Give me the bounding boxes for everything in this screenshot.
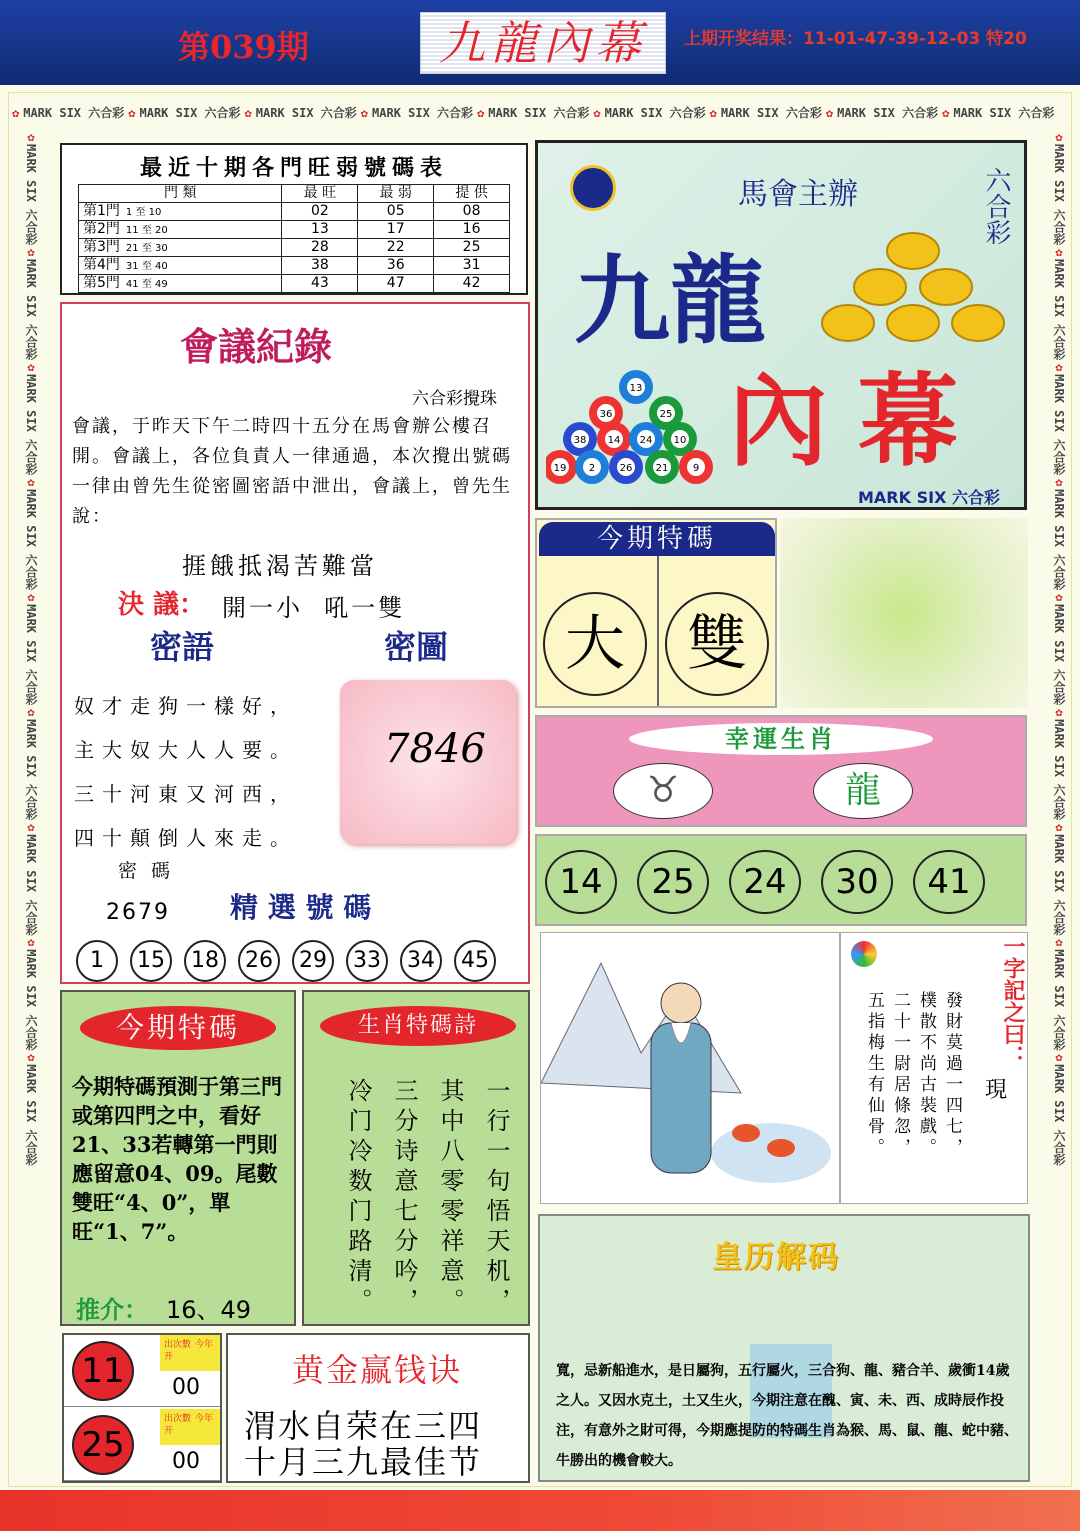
hot-cold-table	[60, 143, 528, 295]
green-glow	[780, 518, 1028, 708]
door-cell	[79, 221, 282, 239]
right-brand-strip	[1040, 130, 1068, 1485]
zodiac-poem-panel	[302, 990, 530, 1326]
table-cell: 38	[282, 257, 358, 275]
forecast-text: 今期特碼預測于第三門或第四門之中，看好21、33若轉第一門則應留意04、09。尾數雙旺“4、0”，單旺“1、7”。	[72, 1074, 282, 1244]
dragon-icon: 龍	[813, 763, 913, 819]
lottery-ball	[575, 450, 609, 484]
brand-label: MARK SIX 六合彩	[24, 834, 38, 936]
top-brand-strip	[8, 100, 1072, 126]
flower-icon: ✿	[1052, 245, 1066, 260]
forecast-panel	[60, 990, 296, 1326]
flower-icon: ✿	[24, 590, 38, 605]
flower-icon: ✿	[477, 106, 485, 120]
lottery-ball	[679, 450, 713, 484]
brand-label: MARK SIX 六合彩	[24, 489, 38, 591]
flower-icon: ✿	[24, 475, 38, 490]
brand-label: MARK SIX 六合彩	[953, 106, 1055, 120]
lottery-ball	[609, 450, 643, 484]
word-of-day-panel	[840, 932, 1028, 1204]
secret-picture-label: 密圖	[384, 628, 449, 666]
draw-number: 11	[72, 1341, 134, 1401]
draw-label-2: 今年开	[164, 1414, 214, 1436]
table-row	[79, 203, 510, 221]
brand-label: MARK SIX 六合彩	[24, 949, 38, 1051]
number-row-panel	[535, 834, 1027, 926]
divider	[657, 556, 659, 706]
word-of-day-poem	[861, 991, 965, 1191]
lottery-ball	[546, 450, 577, 484]
table-cell: 02	[282, 203, 358, 221]
door-name: 第5門	[83, 274, 120, 291]
number-ball: 25	[637, 850, 709, 914]
door-range: 41 至 49	[125, 278, 168, 290]
header-title: 九龍內幕	[420, 12, 666, 74]
svg-text:38: 38	[573, 435, 587, 446]
word-of-day-title: 一字記之曰：	[1000, 935, 1025, 1067]
hot-table-title: 最近十期各門旺弱號碼表	[139, 155, 448, 181]
flower-icon: ✿	[1052, 705, 1066, 720]
table-cell: 42	[434, 275, 510, 293]
lottery-ball	[619, 370, 653, 404]
svg-text:24: 24	[639, 435, 653, 446]
table-cell: 43	[282, 275, 358, 293]
draw-count-row	[64, 1335, 220, 1407]
meeting-source: 六合彩攪珠	[412, 389, 497, 409]
select-number: 33	[346, 940, 388, 982]
brand-label: MARK SIX 六合彩	[24, 1064, 38, 1166]
brand-label: MARK SIX 六合彩	[1052, 949, 1066, 1051]
draw-count: 00	[172, 1449, 200, 1474]
select-number: 1	[76, 940, 118, 982]
number-ball: 30	[821, 850, 893, 914]
door-name: 第1門	[83, 202, 120, 219]
select-numbers	[76, 940, 520, 982]
svg-text:9: 9	[692, 463, 700, 474]
flower-icon: ✿	[1052, 820, 1066, 835]
draw-label-2: 今年开	[164, 1340, 214, 1362]
resolution-text: 開一小 吼一雙	[222, 594, 406, 622]
zodiac-poem-column: 一行一句悟天机，	[482, 1078, 510, 1318]
code-label: 密 碼	[118, 860, 175, 882]
select-number: 45	[454, 940, 496, 982]
flower-icon: ✿	[244, 106, 252, 120]
table-cell: 05	[358, 203, 434, 221]
brand-label: MARK SIX 六合彩	[24, 374, 38, 476]
door-name: 第2門	[83, 220, 120, 237]
flower-icon: ✿	[24, 245, 38, 260]
col-header: 門 類	[79, 185, 282, 203]
flower-icon: ✿	[128, 106, 136, 120]
svg-text:36: 36	[599, 409, 613, 420]
meeting-poem	[74, 684, 298, 860]
lottery-ball	[645, 450, 679, 484]
door-range: 31 至 40	[125, 260, 168, 272]
word-of-day-word: 現	[985, 1078, 1008, 1103]
rainbow-icon	[851, 941, 877, 967]
door-name: 第3門	[83, 238, 120, 255]
sage-figure-icon	[541, 933, 839, 1203]
door-range: 1 至 10	[125, 206, 162, 218]
special-code-title: 今期特碼	[539, 522, 775, 556]
svg-text:10: 10	[673, 435, 687, 446]
brand-label: MARK SIX 六合彩	[837, 106, 939, 120]
flower-icon: ✿	[1052, 360, 1066, 375]
door-cell	[79, 257, 282, 275]
secret-words-label: 密語	[150, 628, 215, 666]
last-result: 上期开奖结果：11-01-47-39-12-03 特20	[684, 29, 1027, 49]
almanac-panel	[538, 1214, 1030, 1482]
flower-icon: ✿	[24, 1050, 38, 1065]
draw-count: 00	[172, 1375, 200, 1400]
table-cell: 16	[434, 221, 510, 239]
svg-text:21: 21	[655, 463, 669, 474]
gold-line-2: 十月三九最佳节	[244, 1443, 483, 1481]
svg-text:2: 2	[588, 463, 596, 474]
meeting-body: 會議，于昨天下午二時四十五分在馬會辦公樓召開。會議上，各位負責人一律通過，本次攪出號碼一律由曾先生從密圖密語中泄出，會議上，曾先生說：	[72, 416, 512, 527]
brand-label: MARK SIX 六合彩	[1052, 604, 1066, 706]
table-cell: 28	[282, 239, 358, 257]
col-header: 最 旺	[282, 185, 358, 203]
draw-count-row	[64, 1409, 220, 1481]
door-cell	[79, 239, 282, 257]
brand-label: MARK SIX 六合彩	[1052, 489, 1066, 591]
select-number: 29	[292, 940, 334, 982]
recommend-label: 推介：	[76, 1296, 148, 1324]
select-label: 精 選 號 碼	[230, 891, 372, 924]
organizer-label: 馬會主辦	[738, 177, 858, 212]
table-cell: 13	[282, 221, 358, 239]
meeting-quote: 捱餓抵渴苦難當	[182, 552, 378, 580]
flower-icon: ✿	[1052, 590, 1066, 605]
lucky-zodiac-panel	[535, 715, 1027, 827]
left-brand-strip	[12, 130, 40, 1485]
door-range: 11 至 20	[125, 224, 168, 236]
table-cell: 17	[358, 221, 434, 239]
brand-label: MARK SIX 六合彩	[24, 144, 38, 246]
forecast-title: 今期特碼	[80, 1006, 276, 1050]
meeting-title: 會議紀錄	[180, 324, 333, 369]
lucky-zodiac-title: 幸運生肖	[629, 723, 933, 755]
flower-icon: ✿	[1052, 475, 1066, 490]
table-cell: 08	[434, 203, 510, 221]
number-ball: 14	[545, 850, 617, 914]
brand-label: MARK SIX 六合彩	[255, 106, 357, 120]
handwritten-number: 7846	[384, 726, 486, 772]
wod-poem-line: 五指梅生有仙骨。	[864, 991, 884, 1159]
wod-poem-line: 二十一尉居條忽，	[890, 991, 910, 1159]
flower-icon: ✿	[1052, 935, 1066, 950]
flower-icon: ✿	[24, 820, 38, 835]
brand-label: MARK SIX 六合彩	[24, 259, 38, 361]
brand-label: MARK SIX 六合彩	[1052, 259, 1066, 361]
wod-poem-line: 樸散不尚古裝戲。	[916, 991, 936, 1159]
door-name: 第4門	[83, 256, 120, 273]
table-cell: 47	[358, 275, 434, 293]
door-cell	[79, 275, 282, 293]
meeting-panel	[60, 302, 530, 984]
select-number: 26	[238, 940, 280, 982]
door-cell	[79, 203, 282, 221]
brand-label: MARK SIX 六合彩	[23, 106, 125, 120]
svg-text:26: 26	[619, 463, 633, 474]
draw-count-panel	[62, 1333, 222, 1483]
draw-number: 25	[72, 1415, 134, 1475]
draw-label-box	[160, 1409, 220, 1445]
jockey-club-icon	[570, 165, 616, 211]
flower-icon: ✿	[24, 705, 38, 720]
flower-icon: ✿	[1052, 1050, 1066, 1065]
brand-label: MARK SIX 六合彩	[1052, 834, 1066, 936]
zodiac-poem-columns	[330, 1078, 510, 1318]
poem-line: 三十河東又河西，	[74, 782, 298, 806]
table-row	[79, 257, 510, 275]
code-value: 2679	[106, 900, 170, 925]
resolution-label: 決 議：	[118, 590, 206, 620]
flower-icon: ✿	[709, 106, 717, 120]
logo-panel	[535, 140, 1027, 510]
number-ball: 41	[913, 850, 985, 914]
flower-icon: ✿	[1052, 130, 1066, 144]
special-code-panel	[535, 518, 777, 708]
table-cell: 22	[358, 239, 434, 257]
table-row	[79, 221, 510, 239]
footer-bar	[0, 1490, 1080, 1531]
wod-poem-line: 發財莫過一四七，	[942, 991, 962, 1159]
brand-label: MARK SIX 六合彩	[1052, 144, 1066, 246]
zodiac-poem-column: 其中八零零祥意。	[436, 1078, 464, 1318]
logo-name-2: 內	[728, 362, 828, 480]
brand-label: MARK SIX 六合彩	[24, 604, 38, 706]
flower-icon: ✿	[825, 106, 834, 120]
poem-line: 主大奴大人人要。	[74, 738, 298, 762]
flower-icon: ✿	[12, 106, 20, 120]
door-range: 21 至 30	[125, 242, 168, 254]
brand-label: MARK SIX 六合彩	[1052, 719, 1066, 821]
logo-footer: MARK SIX 六合彩	[858, 488, 1000, 507]
flower-icon: ✿	[593, 106, 601, 120]
gold-formula-panel	[226, 1333, 530, 1483]
zodiac-poem-column: 冷门冷数门路清。	[344, 1078, 372, 1318]
secret-picture-card	[340, 680, 516, 844]
almanac-title: 皇历解码	[712, 1240, 840, 1275]
zodiac-poem-title: 生肖特碼詩	[320, 1006, 516, 1046]
brand-label: MARK SIX 六合彩	[139, 106, 241, 120]
select-number: 34	[400, 940, 442, 982]
table-row	[79, 239, 510, 257]
lottery-balls-icon	[546, 369, 726, 505]
special-big: 大	[543, 592, 647, 696]
poem-line: 四十顛倒人來走。	[74, 826, 298, 850]
sage-illustration	[540, 932, 840, 1204]
lottery-label: 六合彩	[981, 167, 1011, 245]
table-cell: 25	[434, 239, 510, 257]
flower-icon: ✿	[24, 360, 38, 375]
brand-label: MARK SIX 六合彩	[24, 719, 38, 821]
number-ball: 24	[729, 850, 801, 914]
draw-label: 出次數	[164, 1414, 192, 1424]
issue-number: 第039期	[178, 28, 309, 66]
svg-text:14: 14	[607, 435, 621, 446]
brand-label: MARK SIX 六合彩	[488, 106, 590, 120]
hot-table-grid	[78, 184, 510, 293]
logo-name-1: 九龍	[574, 244, 766, 357]
flower-icon: ✿	[360, 106, 369, 120]
flower-icon: ✿	[24, 130, 38, 144]
select-number: 15	[130, 940, 172, 982]
gold-title: 黄金赢钱诀	[292, 1351, 463, 1389]
logo-name-3: 幕	[858, 362, 958, 480]
flower-icon: ✿	[942, 106, 950, 120]
brand-label: MARK SIX 六合彩	[1052, 374, 1066, 476]
brand-label: MARK SIX 六合彩	[720, 106, 822, 120]
select-number: 18	[184, 940, 226, 982]
recommend-value: 16、49	[166, 1296, 252, 1324]
gold-line-1: 渭水自荣在三四	[244, 1407, 483, 1445]
table-cell: 36	[358, 257, 434, 275]
table-row	[79, 275, 510, 293]
draw-label: 出次數	[164, 1340, 192, 1350]
poem-line: 奴才走狗一樣好，	[74, 694, 298, 718]
svg-text:25: 25	[659, 409, 673, 420]
gold-ingots-icon	[820, 231, 1006, 361]
brand-label: MARK SIX 六合彩	[1052, 1064, 1066, 1166]
brand-label: MARK SIX 六合彩	[372, 106, 474, 120]
svg-text:13: 13	[629, 383, 643, 394]
ox-icon: ♉	[613, 763, 713, 819]
almanac-text: 寬，忌新船進水，是日屬狗，五行屬火，三合狗、龍、豬合羊、歲衝14歲之人。又因水克土，土又生火，今期注意在醜、寅、未、西、成時辰作投注，有意外之財可得，今期應提防的特碼生肖為猴、馬、鼠、龍、蛇中豬、牛勝出的機會較大。	[556, 1363, 1018, 1469]
table-cell: 31	[434, 257, 510, 275]
brand-label: MARK SIX 六合彩	[604, 106, 706, 120]
flower-icon: ✿	[24, 935, 38, 950]
draw-label-box	[160, 1335, 220, 1371]
col-header: 最 弱	[358, 185, 434, 203]
svg-text:19: 19	[553, 463, 567, 474]
special-even: 雙	[665, 592, 769, 696]
zodiac-poem-column: 三分诗意七分吟，	[390, 1078, 418, 1318]
col-header: 提 供	[434, 185, 510, 203]
